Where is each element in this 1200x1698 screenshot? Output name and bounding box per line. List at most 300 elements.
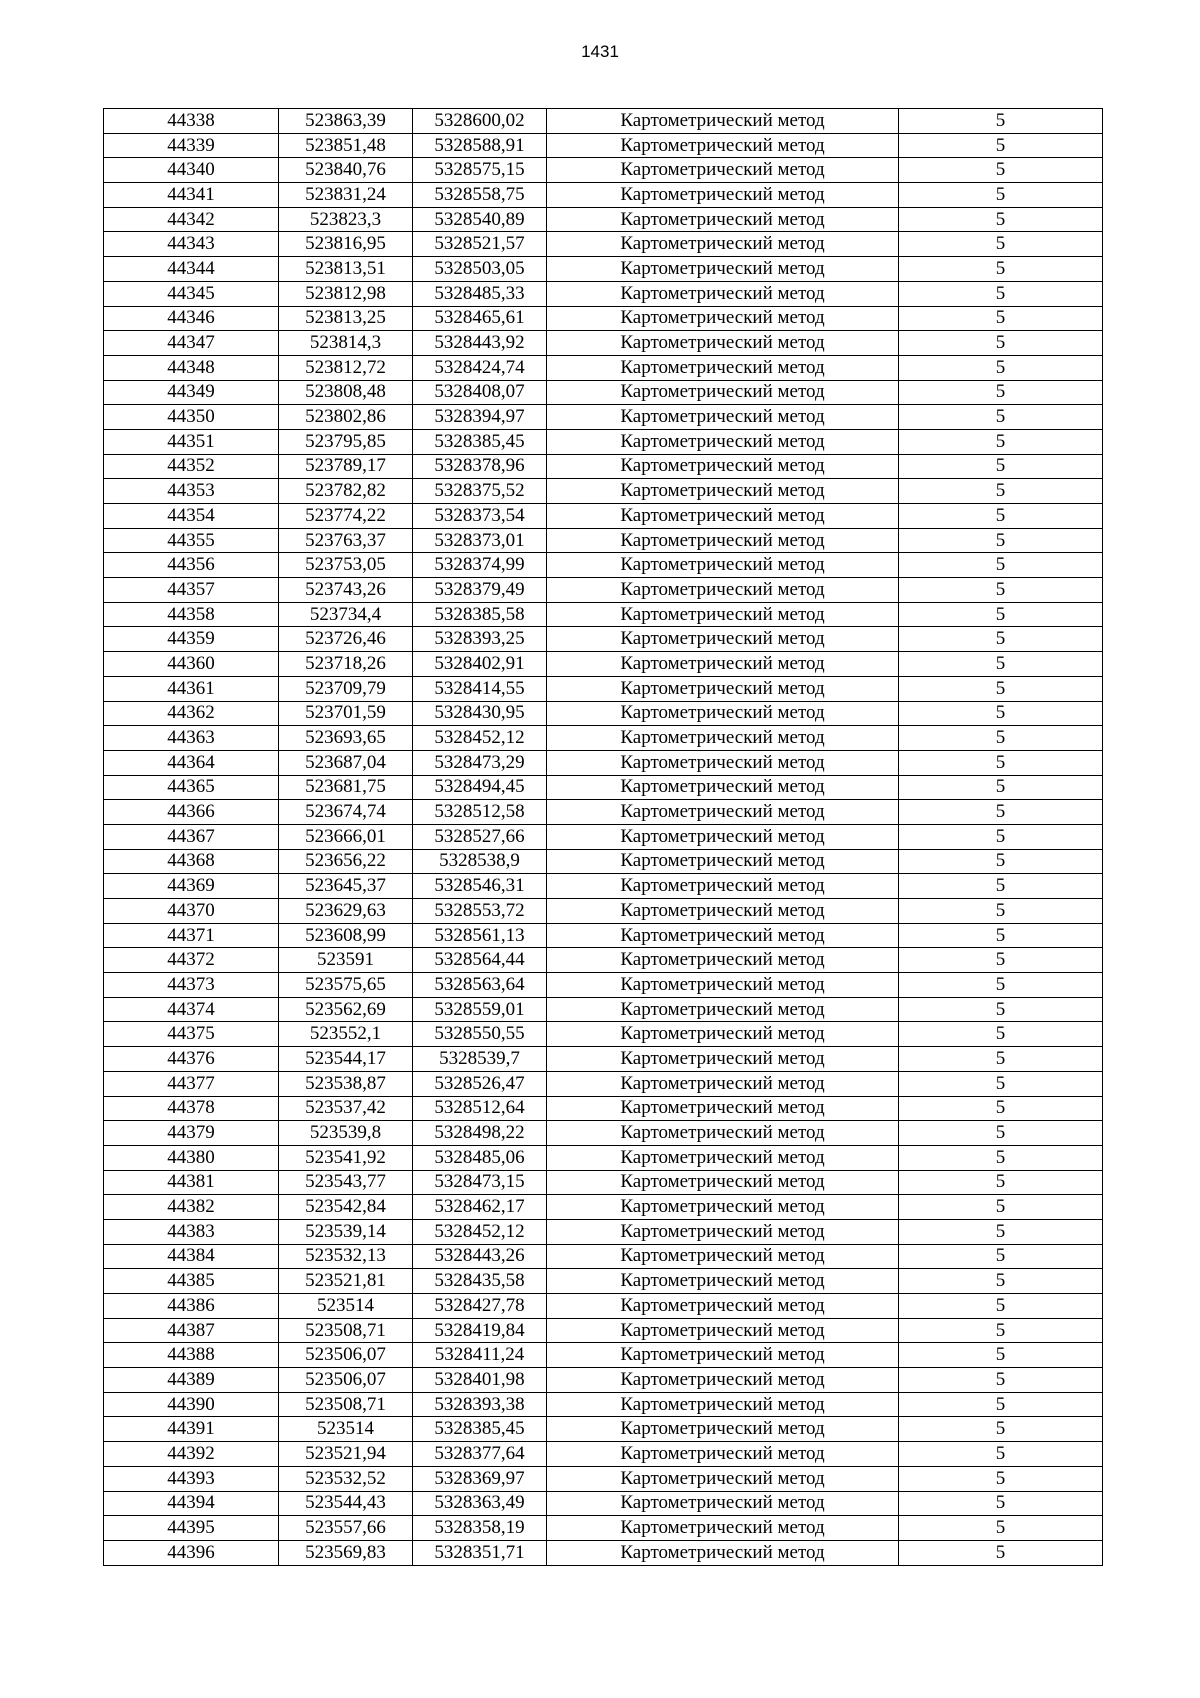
point-number-cell: 44389 <box>104 1368 279 1393</box>
x-coordinate-cell: 523812,72 <box>279 355 413 380</box>
point-number-cell: 44351 <box>104 429 279 454</box>
accuracy-cell: 5 <box>899 602 1103 627</box>
table-row <box>104 1540 1103 1565</box>
method-cell: Картометрический метод <box>547 1145 899 1170</box>
accuracy-cell: 5 <box>899 306 1103 331</box>
y-coordinate-cell: 5328485,06 <box>413 1145 547 1170</box>
y-coordinate-cell: 5328539,7 <box>413 1047 547 1072</box>
table-row <box>104 331 1103 356</box>
point-number-cell: 44340 <box>104 158 279 183</box>
point-number-cell: 44342 <box>104 207 279 232</box>
y-coordinate-cell: 5328563,64 <box>413 973 547 998</box>
y-coordinate-cell: 5328411,24 <box>413 1343 547 1368</box>
accuracy-cell: 5 <box>899 578 1103 603</box>
method-cell: Картометрический метод <box>547 553 899 578</box>
table-row <box>104 1219 1103 1244</box>
table-row <box>104 1145 1103 1170</box>
point-number-cell: 44387 <box>104 1318 279 1343</box>
table-row <box>104 1071 1103 1096</box>
table-row <box>104 973 1103 998</box>
accuracy-cell: 5 <box>899 1219 1103 1244</box>
y-coordinate-cell: 5328512,64 <box>413 1096 547 1121</box>
y-coordinate-cell: 5328419,84 <box>413 1318 547 1343</box>
x-coordinate-cell: 523674,74 <box>279 800 413 825</box>
accuracy-cell: 5 <box>899 553 1103 578</box>
y-coordinate-cell: 5328485,33 <box>413 281 547 306</box>
point-number-cell: 44393 <box>104 1466 279 1491</box>
table-row <box>104 183 1103 208</box>
method-cell: Картометрический метод <box>547 454 899 479</box>
point-number-cell: 44354 <box>104 504 279 529</box>
y-coordinate-cell: 5328503,05 <box>413 257 547 282</box>
table-row <box>104 602 1103 627</box>
point-number-cell: 44364 <box>104 750 279 775</box>
point-number-cell: 44382 <box>104 1195 279 1220</box>
point-number-cell: 44338 <box>104 109 279 134</box>
table-row <box>104 676 1103 701</box>
y-coordinate-cell: 5328600,02 <box>413 109 547 134</box>
y-coordinate-cell: 5328553,72 <box>413 899 547 924</box>
table-row <box>104 553 1103 578</box>
x-coordinate-cell: 523543,77 <box>279 1170 413 1195</box>
x-coordinate-cell: 523813,51 <box>279 257 413 282</box>
point-number-cell: 44371 <box>104 923 279 948</box>
y-coordinate-cell: 5328452,12 <box>413 726 547 751</box>
accuracy-cell: 5 <box>899 1392 1103 1417</box>
y-coordinate-cell: 5328373,54 <box>413 504 547 529</box>
accuracy-cell: 5 <box>899 676 1103 701</box>
accuracy-cell: 5 <box>899 1368 1103 1393</box>
x-coordinate-cell: 523743,26 <box>279 578 413 603</box>
accuracy-cell: 5 <box>899 1466 1103 1491</box>
y-coordinate-cell: 5328375,52 <box>413 479 547 504</box>
method-cell: Картометрический метод <box>547 652 899 677</box>
table-row <box>104 1170 1103 1195</box>
accuracy-cell: 5 <box>899 701 1103 726</box>
point-number-cell: 44379 <box>104 1121 279 1146</box>
accuracy-cell: 5 <box>899 1096 1103 1121</box>
table-row <box>104 849 1103 874</box>
method-cell: Картометрический метод <box>547 800 899 825</box>
y-coordinate-cell: 5328401,98 <box>413 1368 547 1393</box>
table-row <box>104 750 1103 775</box>
y-coordinate-cell: 5328588,91 <box>413 133 547 158</box>
accuracy-cell: 5 <box>899 355 1103 380</box>
method-cell: Картометрический метод <box>547 528 899 553</box>
method-cell: Картометрический метод <box>547 750 899 775</box>
y-coordinate-cell: 5328358,19 <box>413 1516 547 1541</box>
method-cell: Картометрический метод <box>547 726 899 751</box>
x-coordinate-cell: 523552,1 <box>279 1022 413 1047</box>
y-coordinate-cell: 5328443,26 <box>413 1244 547 1269</box>
table-row <box>104 1343 1103 1368</box>
x-coordinate-cell: 523795,85 <box>279 429 413 454</box>
x-coordinate-cell: 523539,14 <box>279 1219 413 1244</box>
point-number-cell: 44339 <box>104 133 279 158</box>
method-cell: Картометрический метод <box>547 1219 899 1244</box>
accuracy-cell: 5 <box>899 281 1103 306</box>
method-cell: Картометрический метод <box>547 380 899 405</box>
method-cell: Картометрический метод <box>547 948 899 973</box>
method-cell: Картометрический метод <box>547 973 899 998</box>
method-cell: Картометрический метод <box>547 1491 899 1516</box>
point-number-cell: 44377 <box>104 1071 279 1096</box>
x-coordinate-cell: 523591 <box>279 948 413 973</box>
x-coordinate-cell: 523802,86 <box>279 405 413 430</box>
coordinates-table-body <box>104 109 1103 1566</box>
point-number-cell: 44391 <box>104 1417 279 1442</box>
accuracy-cell: 5 <box>899 1343 1103 1368</box>
x-coordinate-cell: 523645,37 <box>279 874 413 899</box>
y-coordinate-cell: 5328377,64 <box>413 1442 547 1467</box>
y-coordinate-cell: 5328540,89 <box>413 207 547 232</box>
method-cell: Картометрический метод <box>547 849 899 874</box>
x-coordinate-cell: 523569,83 <box>279 1540 413 1565</box>
y-coordinate-cell: 5328435,58 <box>413 1269 547 1294</box>
table-row <box>104 479 1103 504</box>
point-number-cell: 44386 <box>104 1294 279 1319</box>
x-coordinate-cell: 523734,4 <box>279 602 413 627</box>
x-coordinate-cell: 523538,87 <box>279 1071 413 1096</box>
method-cell: Картометрический метод <box>547 775 899 800</box>
point-number-cell: 44395 <box>104 1516 279 1541</box>
table-row <box>104 652 1103 677</box>
x-coordinate-cell: 523506,07 <box>279 1368 413 1393</box>
method-cell: Картометрический метод <box>547 355 899 380</box>
accuracy-cell: 5 <box>899 652 1103 677</box>
y-coordinate-cell: 5328443,92 <box>413 331 547 356</box>
x-coordinate-cell: 523709,79 <box>279 676 413 701</box>
table-row <box>104 701 1103 726</box>
y-coordinate-cell: 5328369,97 <box>413 1466 547 1491</box>
table-row <box>104 158 1103 183</box>
accuracy-cell: 5 <box>899 1071 1103 1096</box>
y-coordinate-cell: 5328526,47 <box>413 1071 547 1096</box>
point-number-cell: 44357 <box>104 578 279 603</box>
table-row <box>104 528 1103 553</box>
method-cell: Картометрический метод <box>547 183 899 208</box>
y-coordinate-cell: 5328385,45 <box>413 1417 547 1442</box>
y-coordinate-cell: 5328402,91 <box>413 652 547 677</box>
table-row <box>104 948 1103 973</box>
accuracy-cell: 5 <box>899 380 1103 405</box>
table-row <box>104 627 1103 652</box>
method-cell: Картометрический метод <box>547 923 899 948</box>
table-row <box>104 800 1103 825</box>
x-coordinate-cell: 523508,71 <box>279 1318 413 1343</box>
x-coordinate-cell: 523726,46 <box>279 627 413 652</box>
table-row <box>104 1417 1103 1442</box>
table-row <box>104 1318 1103 1343</box>
x-coordinate-cell: 523537,42 <box>279 1096 413 1121</box>
method-cell: Картометрический метод <box>547 1392 899 1417</box>
x-coordinate-cell: 523532,52 <box>279 1466 413 1491</box>
y-coordinate-cell: 5328473,29 <box>413 750 547 775</box>
y-coordinate-cell: 5328564,44 <box>413 948 547 973</box>
table-row <box>104 1121 1103 1146</box>
point-number-cell: 44376 <box>104 1047 279 1072</box>
table-row <box>104 824 1103 849</box>
x-coordinate-cell: 523863,39 <box>279 109 413 134</box>
accuracy-cell: 5 <box>899 973 1103 998</box>
point-number-cell: 44356 <box>104 553 279 578</box>
point-number-cell: 44343 <box>104 232 279 257</box>
x-coordinate-cell: 523532,13 <box>279 1244 413 1269</box>
accuracy-cell: 5 <box>899 405 1103 430</box>
accuracy-cell: 5 <box>899 627 1103 652</box>
y-coordinate-cell: 5328427,78 <box>413 1294 547 1319</box>
y-coordinate-cell: 5328374,99 <box>413 553 547 578</box>
accuracy-cell: 5 <box>899 750 1103 775</box>
point-number-cell: 44365 <box>104 775 279 800</box>
point-number-cell: 44352 <box>104 454 279 479</box>
table-row <box>104 1491 1103 1516</box>
point-number-cell: 44373 <box>104 973 279 998</box>
table-row <box>104 281 1103 306</box>
point-number-cell: 44358 <box>104 602 279 627</box>
accuracy-cell: 5 <box>899 1417 1103 1442</box>
method-cell: Картометрический метод <box>547 1343 899 1368</box>
x-coordinate-cell: 523840,76 <box>279 158 413 183</box>
y-coordinate-cell: 5328559,01 <box>413 997 547 1022</box>
method-cell: Картометрический метод <box>547 133 899 158</box>
table-row <box>104 1516 1103 1541</box>
point-number-cell: 44345 <box>104 281 279 306</box>
point-number-cell: 44341 <box>104 183 279 208</box>
table-row <box>104 1442 1103 1467</box>
table-row <box>104 1269 1103 1294</box>
point-number-cell: 44344 <box>104 257 279 282</box>
table-row <box>104 874 1103 899</box>
method-cell: Картометрический метод <box>547 331 899 356</box>
accuracy-cell: 5 <box>899 800 1103 825</box>
method-cell: Картометрический метод <box>547 997 899 1022</box>
accuracy-cell: 5 <box>899 726 1103 751</box>
table-row <box>104 109 1103 134</box>
x-coordinate-cell: 523701,59 <box>279 701 413 726</box>
accuracy-cell: 5 <box>899 1318 1103 1343</box>
method-cell: Картометрический метод <box>547 1516 899 1541</box>
accuracy-cell: 5 <box>899 899 1103 924</box>
x-coordinate-cell: 523629,63 <box>279 899 413 924</box>
method-cell: Картометрический метод <box>547 1368 899 1393</box>
accuracy-cell: 5 <box>899 1244 1103 1269</box>
accuracy-cell: 5 <box>899 158 1103 183</box>
point-number-cell: 44355 <box>104 528 279 553</box>
y-coordinate-cell: 5328414,55 <box>413 676 547 701</box>
method-cell: Картометрический метод <box>547 1096 899 1121</box>
point-number-cell: 44366 <box>104 800 279 825</box>
accuracy-cell: 5 <box>899 1121 1103 1146</box>
x-coordinate-cell: 523831,24 <box>279 183 413 208</box>
y-coordinate-cell: 5328527,66 <box>413 824 547 849</box>
x-coordinate-cell: 523557,66 <box>279 1516 413 1541</box>
method-cell: Картометрический метод <box>547 701 899 726</box>
x-coordinate-cell: 523814,3 <box>279 331 413 356</box>
method-cell: Картометрический метод <box>547 1195 899 1220</box>
y-coordinate-cell: 5328575,15 <box>413 158 547 183</box>
x-coordinate-cell: 523508,71 <box>279 1392 413 1417</box>
x-coordinate-cell: 523541,92 <box>279 1145 413 1170</box>
x-coordinate-cell: 523562,69 <box>279 997 413 1022</box>
accuracy-cell: 5 <box>899 504 1103 529</box>
point-number-cell: 44349 <box>104 380 279 405</box>
x-coordinate-cell: 523514 <box>279 1294 413 1319</box>
y-coordinate-cell: 5328462,17 <box>413 1195 547 1220</box>
accuracy-cell: 5 <box>899 232 1103 257</box>
method-cell: Картометрический метод <box>547 1466 899 1491</box>
x-coordinate-cell: 523812,98 <box>279 281 413 306</box>
accuracy-cell: 5 <box>899 429 1103 454</box>
y-coordinate-cell: 5328550,55 <box>413 1022 547 1047</box>
method-cell: Картометрический метод <box>547 899 899 924</box>
point-number-cell: 44381 <box>104 1170 279 1195</box>
y-coordinate-cell: 5328394,97 <box>413 405 547 430</box>
y-coordinate-cell: 5328494,45 <box>413 775 547 800</box>
x-coordinate-cell: 523823,3 <box>279 207 413 232</box>
y-coordinate-cell: 5328408,07 <box>413 380 547 405</box>
point-number-cell: 44348 <box>104 355 279 380</box>
point-number-cell: 44385 <box>104 1269 279 1294</box>
method-cell: Картометрический метод <box>547 627 899 652</box>
accuracy-cell: 5 <box>899 1022 1103 1047</box>
table-row <box>104 257 1103 282</box>
accuracy-cell: 5 <box>899 1269 1103 1294</box>
table-row <box>104 232 1103 257</box>
table-row <box>104 1195 1103 1220</box>
point-number-cell: 44359 <box>104 627 279 652</box>
accuracy-cell: 5 <box>899 874 1103 899</box>
table-row <box>104 1244 1103 1269</box>
accuracy-cell: 5 <box>899 109 1103 134</box>
point-number-cell: 44369 <box>104 874 279 899</box>
accuracy-cell: 5 <box>899 775 1103 800</box>
table-row <box>104 1294 1103 1319</box>
point-number-cell: 44383 <box>104 1219 279 1244</box>
page-number: 1431 <box>581 42 619 61</box>
method-cell: Картометрический метод <box>547 1047 899 1072</box>
accuracy-cell: 5 <box>899 1170 1103 1195</box>
method-cell: Картометрический метод <box>547 281 899 306</box>
table-row <box>104 1368 1103 1393</box>
accuracy-cell: 5 <box>899 1540 1103 1565</box>
x-coordinate-cell: 523808,48 <box>279 380 413 405</box>
accuracy-cell: 5 <box>899 824 1103 849</box>
accuracy-cell: 5 <box>899 1442 1103 1467</box>
accuracy-cell: 5 <box>899 948 1103 973</box>
x-coordinate-cell: 523539,8 <box>279 1121 413 1146</box>
point-number-cell: 44374 <box>104 997 279 1022</box>
table-row <box>104 578 1103 603</box>
method-cell: Картометрический метод <box>547 429 899 454</box>
point-number-cell: 44353 <box>104 479 279 504</box>
y-coordinate-cell: 5328379,49 <box>413 578 547 603</box>
accuracy-cell: 5 <box>899 183 1103 208</box>
table-row <box>104 429 1103 454</box>
table-row <box>104 380 1103 405</box>
x-coordinate-cell: 523656,22 <box>279 849 413 874</box>
table-row <box>104 923 1103 948</box>
method-cell: Картометрический метод <box>547 824 899 849</box>
y-coordinate-cell: 5328351,71 <box>413 1540 547 1565</box>
x-coordinate-cell: 523816,95 <box>279 232 413 257</box>
point-number-cell: 44375 <box>104 1022 279 1047</box>
accuracy-cell: 5 <box>899 331 1103 356</box>
method-cell: Картометрический метод <box>547 1318 899 1343</box>
y-coordinate-cell: 5328558,75 <box>413 183 547 208</box>
x-coordinate-cell: 523681,75 <box>279 775 413 800</box>
accuracy-cell: 5 <box>899 849 1103 874</box>
x-coordinate-cell: 523693,65 <box>279 726 413 751</box>
method-cell: Картометрический метод <box>547 306 899 331</box>
point-number-cell: 44367 <box>104 824 279 849</box>
method-cell: Картометрический метод <box>547 1540 899 1565</box>
method-cell: Картометрический метод <box>547 676 899 701</box>
y-coordinate-cell: 5328363,49 <box>413 1491 547 1516</box>
accuracy-cell: 5 <box>899 1294 1103 1319</box>
method-cell: Картометрический метод <box>547 1417 899 1442</box>
x-coordinate-cell: 523544,43 <box>279 1491 413 1516</box>
accuracy-cell: 5 <box>899 997 1103 1022</box>
method-cell: Картометрический метод <box>547 602 899 627</box>
method-cell: Картометрический метод <box>547 1294 899 1319</box>
method-cell: Картометрический метод <box>547 504 899 529</box>
x-coordinate-cell: 523687,04 <box>279 750 413 775</box>
y-coordinate-cell: 5328521,57 <box>413 232 547 257</box>
point-number-cell: 44372 <box>104 948 279 973</box>
x-coordinate-cell: 523851,48 <box>279 133 413 158</box>
table-row <box>104 504 1103 529</box>
method-cell: Картометрический метод <box>547 232 899 257</box>
point-number-cell: 44360 <box>104 652 279 677</box>
accuracy-cell: 5 <box>899 1047 1103 1072</box>
x-coordinate-cell: 523521,94 <box>279 1442 413 1467</box>
point-number-cell: 44396 <box>104 1540 279 1565</box>
table-row <box>104 1466 1103 1491</box>
point-number-cell: 44380 <box>104 1145 279 1170</box>
x-coordinate-cell: 523718,26 <box>279 652 413 677</box>
x-coordinate-cell: 523782,82 <box>279 479 413 504</box>
table-row <box>104 1022 1103 1047</box>
table-row <box>104 997 1103 1022</box>
table-row <box>104 899 1103 924</box>
point-number-cell: 44390 <box>104 1392 279 1417</box>
point-number-cell: 44363 <box>104 726 279 751</box>
coordinates-table <box>103 108 1103 1566</box>
table-row <box>104 726 1103 751</box>
table-row <box>104 1392 1103 1417</box>
y-coordinate-cell: 5328393,38 <box>413 1392 547 1417</box>
y-coordinate-cell: 5328373,01 <box>413 528 547 553</box>
y-coordinate-cell: 5328561,13 <box>413 923 547 948</box>
point-number-cell: 44361 <box>104 676 279 701</box>
point-number-cell: 44350 <box>104 405 279 430</box>
method-cell: Картометрический метод <box>547 1170 899 1195</box>
accuracy-cell: 5 <box>899 479 1103 504</box>
table-row <box>104 775 1103 800</box>
y-coordinate-cell: 5328546,31 <box>413 874 547 899</box>
method-cell: Картометрический метод <box>547 109 899 134</box>
accuracy-cell: 5 <box>899 454 1103 479</box>
method-cell: Картометрический метод <box>547 1071 899 1096</box>
method-cell: Картометрический метод <box>547 1244 899 1269</box>
x-coordinate-cell: 523763,37 <box>279 528 413 553</box>
y-coordinate-cell: 5328385,58 <box>413 602 547 627</box>
method-cell: Картометрический метод <box>547 578 899 603</box>
method-cell: Картометрический метод <box>547 1022 899 1047</box>
x-coordinate-cell: 523608,99 <box>279 923 413 948</box>
x-coordinate-cell: 523514 <box>279 1417 413 1442</box>
